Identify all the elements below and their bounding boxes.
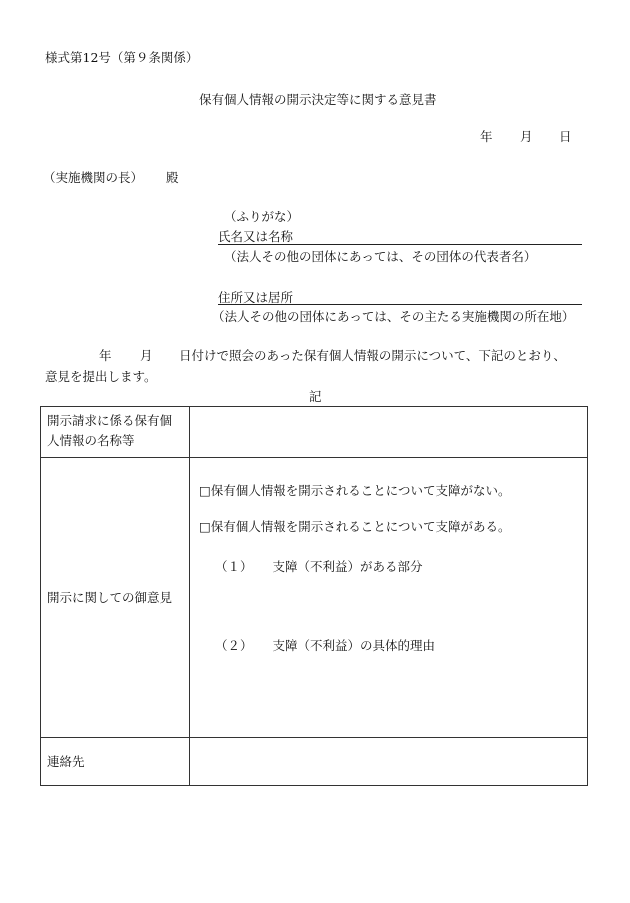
body-line2: 意見を提出します。: [45, 369, 157, 384]
contact-label: 連絡先: [47, 753, 85, 769]
form-number: 様式第12号（第９条関係）: [45, 50, 199, 65]
body-line1: 日付けで照会のあった保有個人情報の開示について、下記のとおり、: [179, 348, 566, 363]
row-contact: [41, 738, 588, 786]
contact-field[interactable]: [190, 738, 588, 786]
option-issue-checkbox[interactable]: □保有個人情報を開示されることについて支障がある。: [199, 519, 511, 534]
date-month: 月: [520, 129, 533, 144]
request-info-label-1: 開示請求に係る保有個: [47, 413, 173, 428]
opinion-table: [40, 406, 588, 786]
row-request-info: [41, 407, 588, 458]
sub1-text: 支障（不利益）がある部分: [272, 559, 423, 574]
opinion-label-cell: [41, 458, 190, 738]
name-note: （法人その他の団体にあっては、その団体の代表者名）: [224, 249, 537, 264]
addressee-honorific: 殿: [166, 170, 179, 185]
date-year: 年: [480, 129, 493, 144]
request-info-label-cell: [41, 407, 190, 458]
address-underline: [218, 304, 582, 305]
addressee-label: （実施機関の長）: [43, 170, 144, 185]
body-year: 年: [99, 348, 112, 363]
ki-mark: 記: [309, 389, 322, 404]
request-info-field[interactable]: [190, 407, 588, 458]
request-info-label-2: 人情報の名称等: [47, 433, 135, 448]
sub2-line: [199, 638, 587, 654]
opinion-field[interactable]: [190, 458, 588, 738]
sub2-text: 支障（不利益）の具体的理由: [272, 638, 436, 653]
furigana-label: （ふりがな）: [224, 209, 300, 224]
body-month: 月: [140, 348, 153, 363]
address-note: （法人その他の団体にあっては、その主たる実施機関の所在地）: [212, 309, 575, 324]
row-opinion: [41, 458, 588, 738]
option-no-issue-checkbox[interactable]: □保有個人情報を開示されることについて支障がない。: [199, 483, 511, 498]
sub1-line: [199, 559, 587, 575]
document-title: 保有個人情報の開示決定等に関する意見書: [199, 92, 437, 107]
sub2-number: （２）: [215, 638, 253, 653]
name-underline: [218, 244, 582, 245]
date-day: 日: [559, 129, 572, 144]
opinion-label: 開示に関しての御意見: [47, 589, 173, 605]
contact-label-cell: [41, 738, 190, 786]
address-label: 住所又は居所: [218, 290, 294, 305]
sub1-number: （１）: [215, 559, 253, 574]
name-label: 氏名又は名称: [218, 229, 294, 244]
